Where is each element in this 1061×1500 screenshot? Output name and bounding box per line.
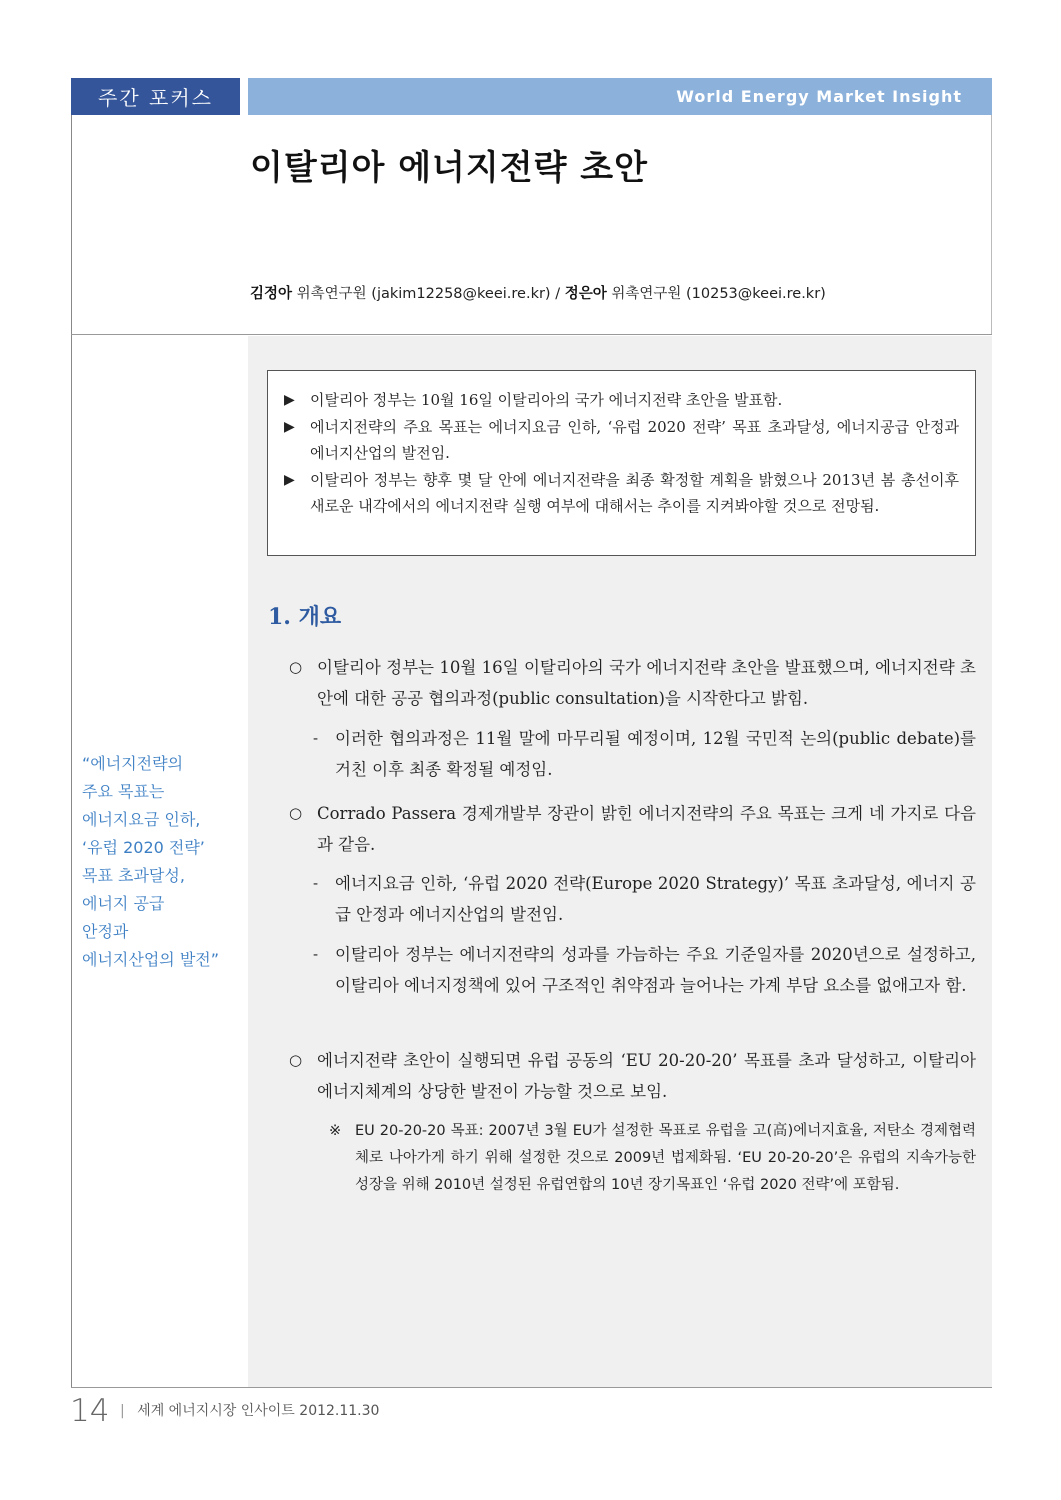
author-2-info: 위촉연구원 (10253@keei.re.kr) [611, 286, 826, 302]
pull-quote-line: 주요 목표는 [82, 782, 165, 801]
page-number: 14 [70, 1393, 110, 1429]
paragraph-text: 이러한 협의과정은 11월 말에 마무리될 예정이며, 12월 국민적 논의(public debate)를 거친 이후 최종 확정될 예정임. [335, 729, 976, 779]
header-divider [71, 334, 992, 335]
paragraph-text: 이탈리아 정부는 에너지전략의 성과를 가늠하는 주요 기준일자를 2020년으로 설정하고, 이탈리아 에너지정책에 있어 구조적인 취약점과 늘어나는 가계 부담 요소를 없애고자 함. [335, 945, 976, 995]
paragraph-2 [289, 798, 976, 860]
publication-banner [248, 78, 992, 115]
summary-text: 이탈리아 정부는 10월 16일 이탈리아의 국가 에너지전략 초안을 발표함. [310, 391, 783, 409]
footer-publication: 세계 에너지시장 인사이트 2012.11.30 [137, 1403, 380, 1419]
author-line [250, 282, 826, 303]
paragraph-text: 에너지전략 초안이 실행되면 유럽 공동의 ‘EU 20-20-20’ 목표를 초과 달성하고, 이탈리아 에너지체계의 상당한 발전이 가능할 것으로 보임. [317, 1051, 976, 1101]
footer-separator: | [120, 1403, 125, 1419]
pull-quote-line: 에너지산업의 발전” [82, 950, 220, 969]
paragraph-2-sub-2 [313, 939, 976, 1001]
pull-quote-line: 에너지요금 인하, [82, 810, 201, 829]
author-separator: / [555, 286, 561, 302]
summary-item [284, 387, 959, 413]
summary-item [284, 467, 959, 519]
paragraph-1 [289, 652, 976, 714]
paragraph-1-sub [313, 723, 976, 785]
footer-divider [71, 1387, 992, 1388]
article-title: 이탈리아 에너지전략 초안 [250, 148, 648, 188]
author-1-name: 김정아 [250, 286, 293, 302]
paragraph-text: Corrado Passera 경제개발부 장관이 밝힌 에너지전략의 주요 목표는 크게 네 가지로 다음과 같음. [317, 804, 976, 854]
left-rule [71, 115, 72, 1388]
paragraph-3 [289, 1045, 976, 1107]
summary-text: 이탈리아 정부는 향후 몇 달 안에 에너지전략을 최종 확정할 계획을 밝혔으나 2013년 봄 총선이후 새로운 내각에서의 에너지전략 실행 여부에 대해서는 추이를 지켜봐야할 것으로 전망됨. [310, 471, 959, 515]
publication-name: World Energy Market Insight [676, 87, 962, 106]
footnote [329, 1118, 976, 1199]
paragraph-text: 이탈리아 정부는 10월 16일 이탈리아의 국가 에너지전략 초안을 발표했으며, 에너지전략 초안에 대한 공공 협의과정(public consultation)을 시작한다고 밝힘. [317, 658, 976, 708]
circle-bullet-icon: ○ [289, 658, 303, 676]
dash-bullet: - [313, 945, 319, 963]
pull-quote [82, 750, 242, 974]
summary-item [284, 414, 959, 466]
section-tag: 주간 포커스 [71, 78, 240, 115]
pull-quote-line: 목표 초과달성, [82, 866, 185, 885]
pull-quote-line: 에너지 공급 [82, 894, 165, 913]
dash-bullet: - [313, 729, 319, 747]
summary-text: 에너지전략의 주요 목표는 에너지요금 인하, ‘유럽 2020 전략’ 목표 초과달성, 에너지공급 안정과 에너지산업의 발전임. [310, 418, 959, 462]
arrow-bullet-icon: ▶ [284, 392, 295, 408]
pull-quote-line: ‘유럽 2020 전략’ [82, 838, 205, 857]
paragraph-text: 에너지요금 인하, ‘유럽 2020 전략(Europe 2020 Strategy)’ 목표 초과달성, 에너지 공급 안정과 에너지산업의 발전임. [335, 874, 976, 924]
dash-bullet: - [313, 874, 319, 892]
author-2-name: 정은아 [564, 286, 607, 302]
circle-bullet-icon: ○ [289, 1051, 303, 1069]
section-heading: 1. 개요 [268, 604, 342, 630]
pull-quote-line: 안정과 [82, 922, 129, 941]
reference-mark-icon: ※ [329, 1123, 342, 1139]
footer-line [120, 1400, 379, 1420]
arrow-bullet-icon: ▶ [284, 419, 295, 435]
paragraph-2-sub-1 [313, 868, 976, 930]
footnote-text: EU 20-20-20 목표: 2007년 3월 EU가 설정한 목표로 유럽을 고(高)에너지효율, 저탄소 경제협력체로 나아가게 하기 위해 설정한 것으로 2009년 법제화됨. ‘EU 20-20-20’은 유럽의 지속가능한 성장을 위해 2010년 설정된 유럽연합의 10년 장기목표인 ‘유럽 2020 전략’에 포함됨. [355, 1123, 976, 1193]
circle-bullet-icon: ○ [289, 804, 303, 822]
arrow-bullet-icon: ▶ [284, 472, 295, 488]
summary-box [267, 370, 976, 556]
pull-quote-line: “에너지전략의 [82, 754, 184, 773]
right-rule [991, 115, 992, 335]
author-1-info: 위촉연구원 (jakim12258@keei.re.kr) [296, 286, 551, 302]
